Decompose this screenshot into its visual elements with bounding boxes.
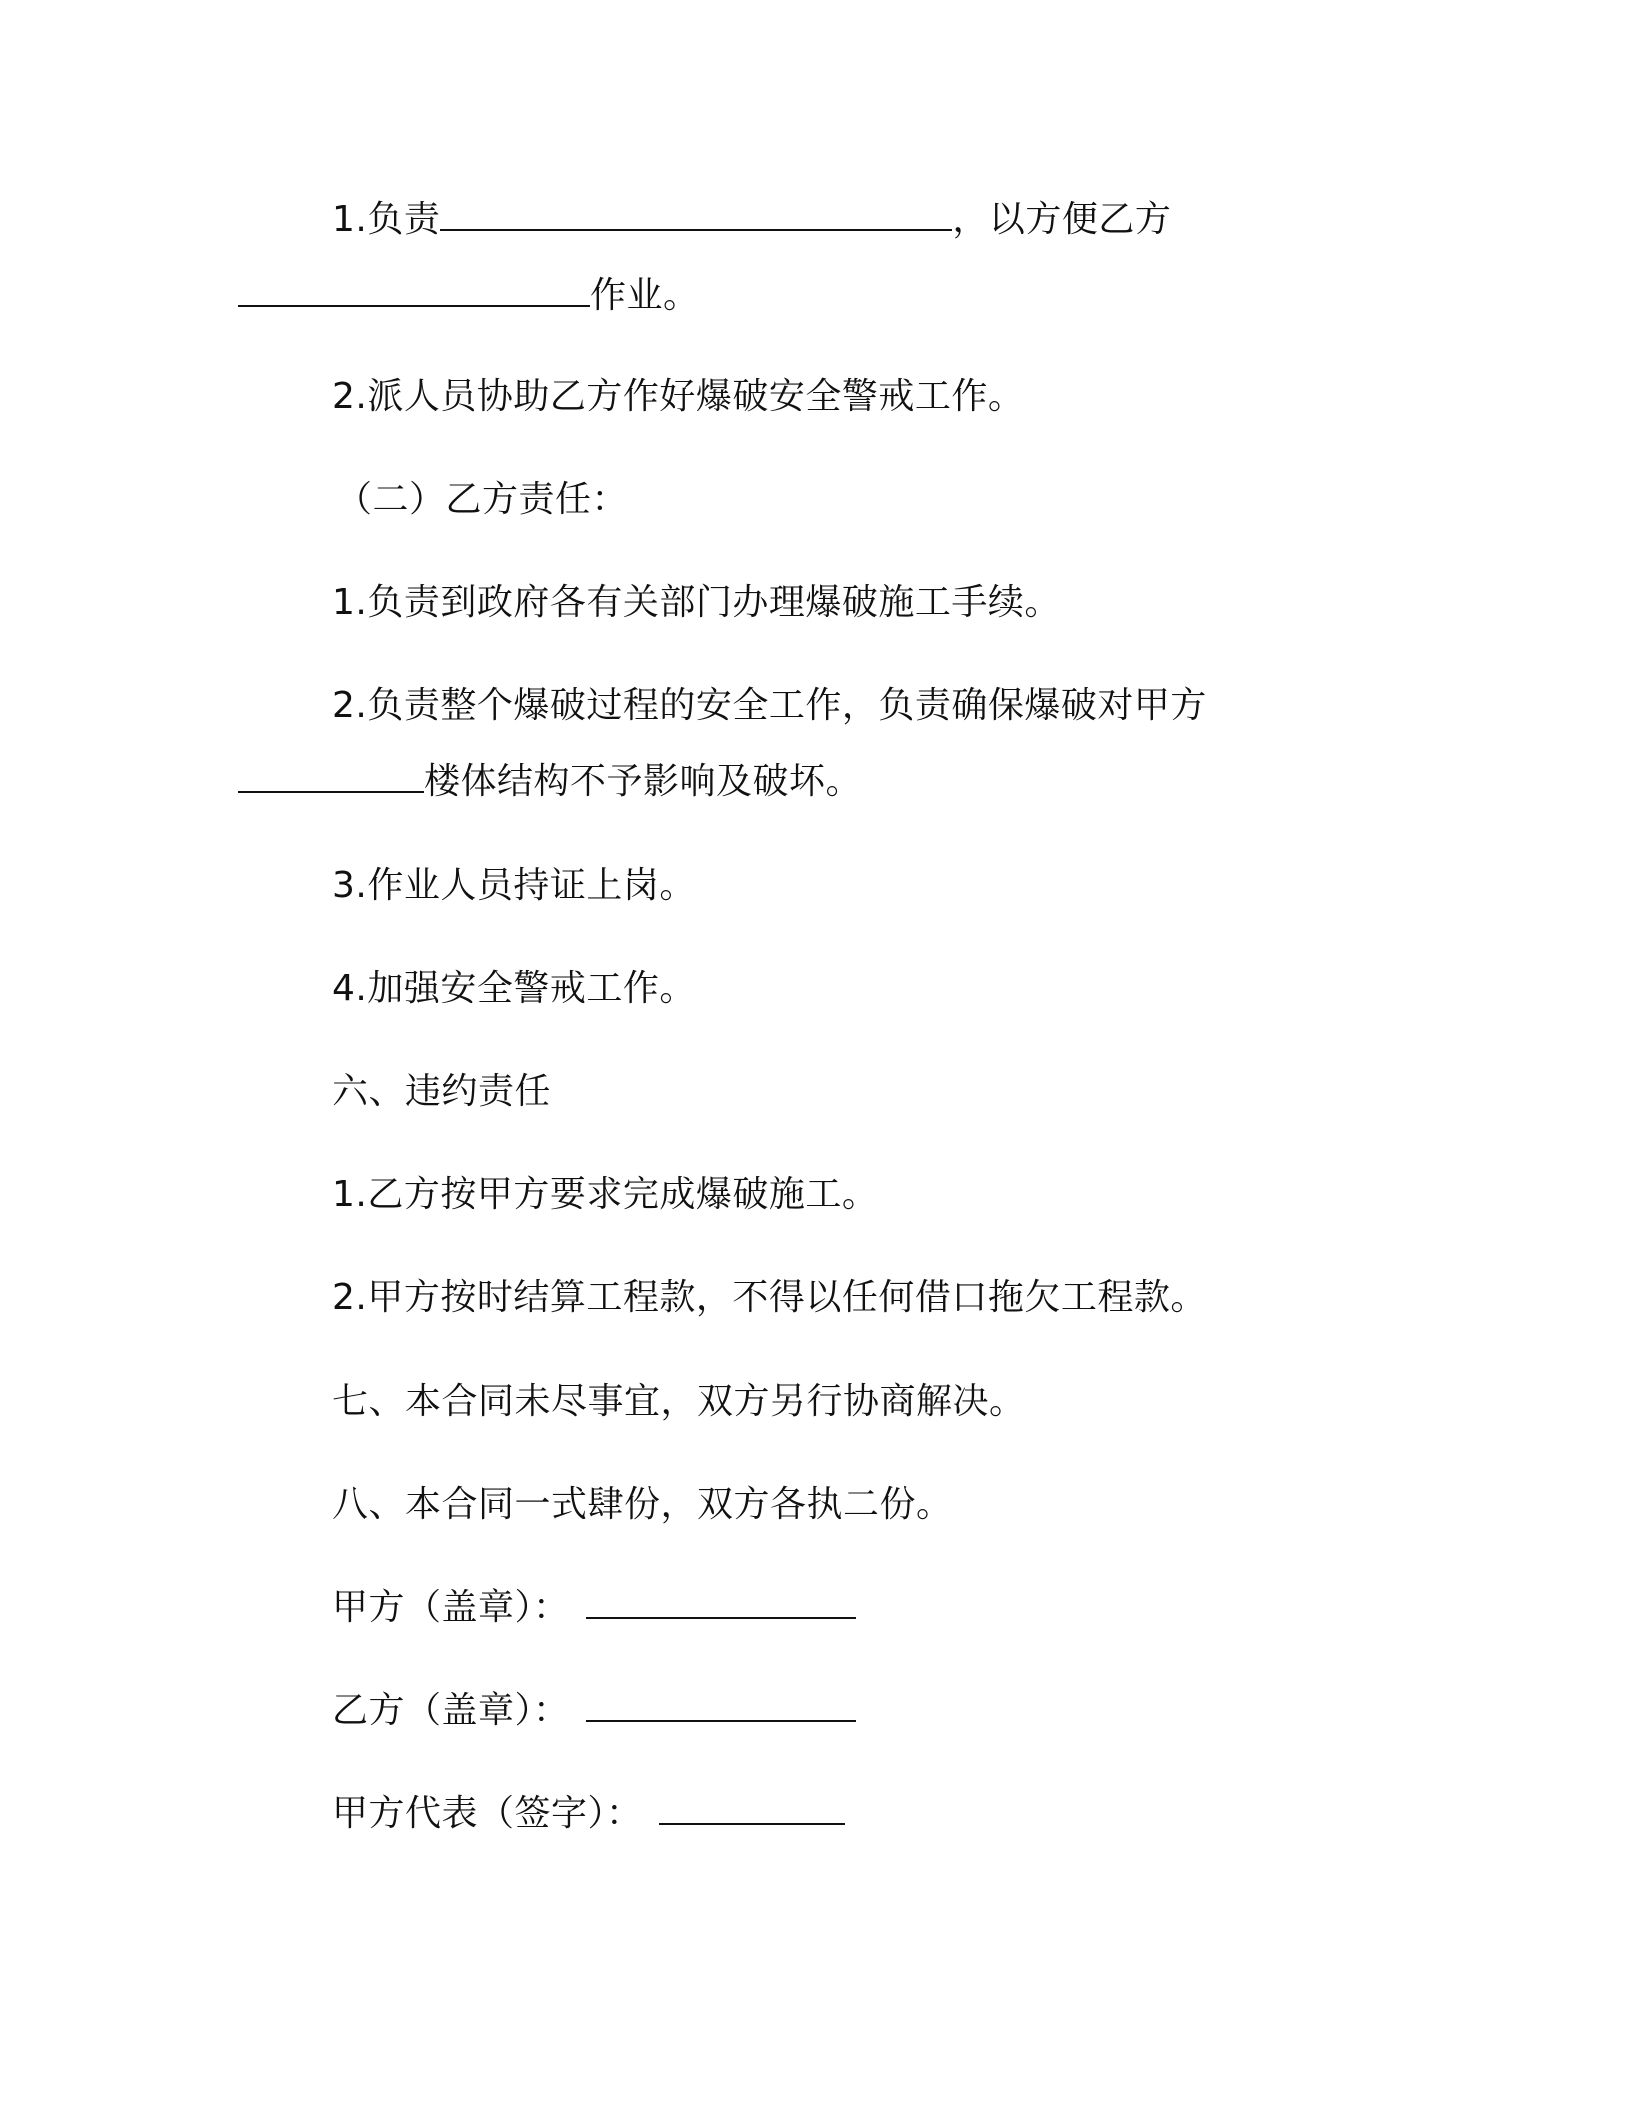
party-b-seal-blank[interactable] xyxy=(586,1690,856,1722)
clause-text: 楼体结构不予影响及破坏。 xyxy=(424,761,863,802)
clause-2-party-a: 2.派人员协助乙方作好爆破安全警戒工作。 xyxy=(332,376,1025,417)
clause-text: ，以方便乙方 xyxy=(952,199,1172,240)
clause-text: 1.负责 xyxy=(332,199,441,240)
clause-text: 作业。 xyxy=(590,275,700,316)
fill-in-blank[interactable] xyxy=(440,199,952,231)
party-a-seal-line xyxy=(332,1584,856,1632)
party-a-rep-signature-line xyxy=(332,1790,845,1838)
party-a-rep-signature-blank[interactable] xyxy=(659,1793,845,1825)
clause-1-line-b xyxy=(238,272,700,320)
fill-in-blank[interactable] xyxy=(238,761,424,793)
section-heading-breach: 六、违约责任 xyxy=(332,1071,552,1112)
fill-in-blank[interactable] xyxy=(238,275,590,307)
section-8: 八、本合同一式肆份，双方各执二份。 xyxy=(332,1484,953,1525)
section-7: 七、本合同未尽事宜，双方另行协商解决。 xyxy=(332,1381,1026,1422)
party-b-item-3: 3.作业人员持证上岗。 xyxy=(332,865,696,906)
party-b-item-2-line-a: 2.负责整个爆破过程的安全工作，负责确保爆破对甲方 xyxy=(332,685,1207,726)
signature-label: 乙方（盖章）： xyxy=(332,1690,570,1731)
signature-label: 甲方代表（签字）： xyxy=(332,1793,643,1834)
party-a-seal-blank[interactable] xyxy=(586,1587,856,1619)
signature-label: 甲方（盖章）： xyxy=(332,1587,570,1628)
party-b-item-4: 4.加强安全警戒工作。 xyxy=(332,968,696,1009)
party-b-seal-line xyxy=(332,1687,856,1735)
clause-1-line-a xyxy=(332,196,1171,244)
breach-item-2: 2.甲方按时结算工程款，不得以任何借口拖欠工程款。 xyxy=(332,1277,1207,1318)
party-b-item-2-line-b xyxy=(238,758,862,806)
party-b-item-1: 1.负责到政府各有关部门办理爆破施工手续。 xyxy=(332,582,1061,623)
breach-item-1: 1.乙方按甲方要求完成爆破施工。 xyxy=(332,1174,879,1215)
section-heading-party-b: （二）乙方责任： xyxy=(336,479,629,520)
